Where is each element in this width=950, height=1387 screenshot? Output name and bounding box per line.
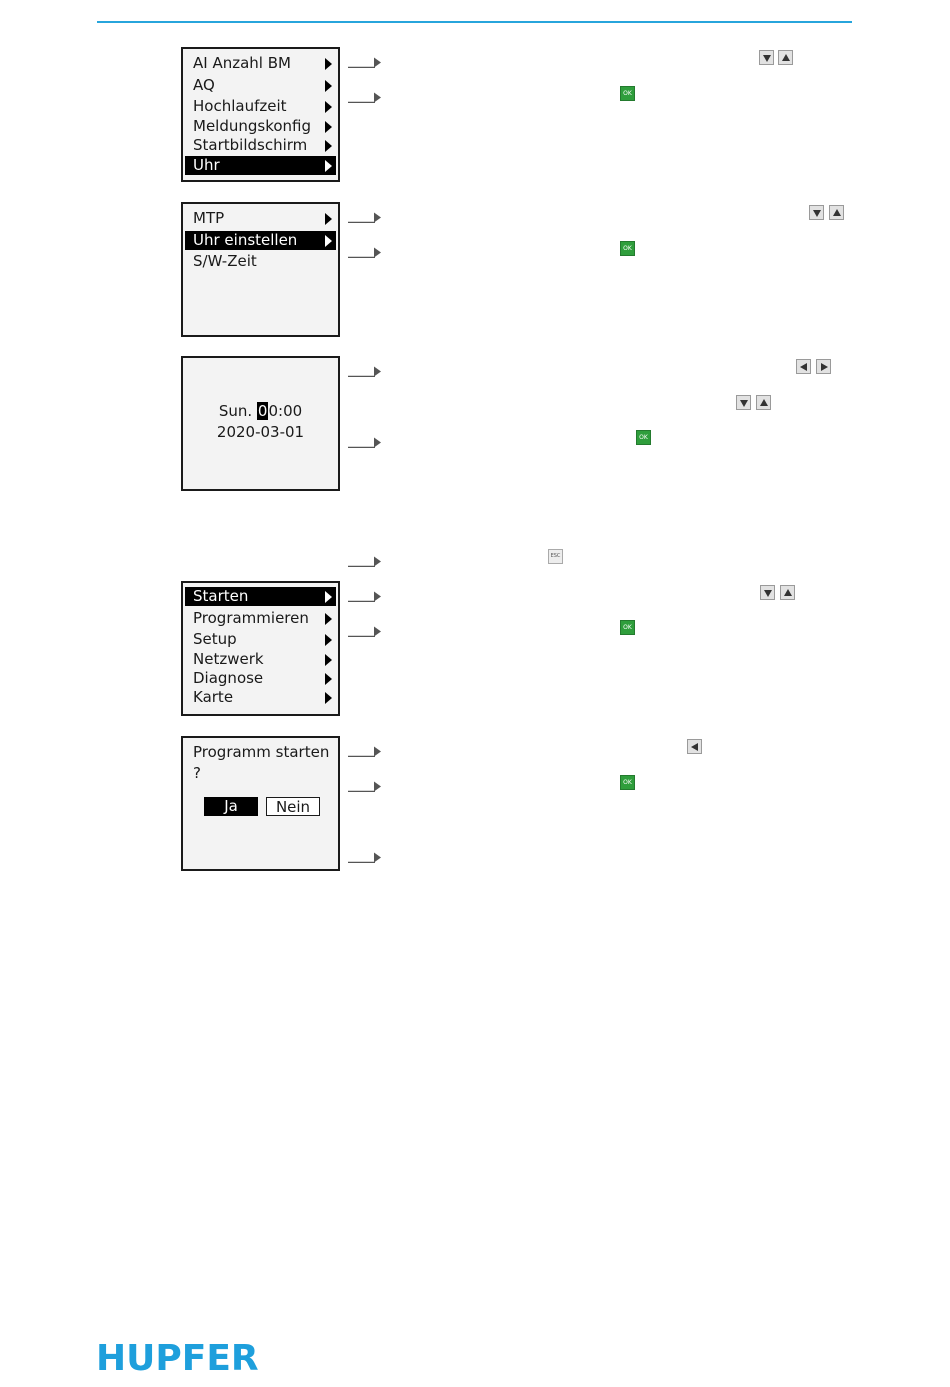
arrow-down-key-icon: [760, 585, 775, 600]
chevron-right-icon: [325, 591, 332, 603]
menu-item-label: Netzwerk: [193, 650, 264, 668]
menu-item-aq[interactable]: [185, 76, 336, 95]
menu-item-setup[interactable]: [185, 630, 336, 649]
menu-item-label: Starten: [193, 587, 249, 605]
chevron-right-icon: [325, 634, 332, 646]
menu-item-label: Diagnose: [193, 669, 264, 687]
menu-item-netzwerk[interactable]: [185, 650, 336, 669]
esc-key-icon: ESC: [548, 549, 563, 564]
arrow-up-key-icon: [756, 395, 771, 410]
ok-key-icon: OK: [620, 775, 635, 790]
arrow-down-key-icon: [759, 50, 774, 65]
chevron-right-icon: [325, 121, 332, 133]
clock-time-line: [183, 402, 338, 421]
hupfer-logo: HUPFER: [96, 1338, 259, 1379]
step-arrow-icon: [348, 555, 382, 567]
header-rule: [97, 21, 852, 23]
arrow-up-key-icon: [778, 50, 793, 65]
menu-item-uhr[interactable]: [185, 156, 336, 175]
arrow-left-key-icon: [687, 739, 702, 754]
menu-item-label: Uhr: [193, 156, 220, 174]
chevron-right-icon: [325, 692, 332, 704]
menu-item-label: Karte: [193, 688, 234, 706]
clock-date: 2020-03-01: [216, 423, 305, 441]
ok-key-icon: OK: [620, 241, 635, 256]
display-menu-settings: [181, 47, 340, 182]
step-arrow-icon: [348, 851, 382, 863]
menu-item-uhr-einstellen[interactable]: [185, 231, 336, 250]
menu-item-label: Programmieren: [193, 609, 309, 627]
step-arrow-icon: [348, 625, 382, 637]
yes-button[interactable]: Ja: [204, 797, 258, 816]
display-start-prompt: [181, 736, 340, 871]
menu-item-karte[interactable]: [185, 688, 336, 707]
display-menu-uhr: [181, 202, 340, 337]
menu-item-label: MTP: [193, 209, 225, 227]
menu-item-label: Uhr einstellen: [193, 231, 298, 249]
arrow-up-key-icon: [780, 585, 795, 600]
step-arrow-icon: [348, 211, 382, 223]
display-main-menu: [181, 581, 340, 716]
arrow-right-key-icon: [816, 359, 831, 374]
step-arrow-icon: [348, 246, 382, 258]
no-button[interactable]: Nein: [266, 797, 320, 816]
chevron-right-icon: [325, 654, 332, 666]
menu-item-diagnose[interactable]: [185, 669, 336, 688]
chevron-right-icon: [325, 613, 332, 625]
prompt-question-mark: ?: [193, 764, 201, 782]
arrow-down-key-icon: [736, 395, 751, 410]
menu-item-startbildschirm[interactable]: [185, 136, 336, 155]
chevron-right-icon: [325, 80, 332, 92]
chevron-right-icon: [325, 213, 332, 225]
arrow-down-key-icon: [809, 205, 824, 220]
menu-item-sw-zeit[interactable]: [185, 252, 336, 271]
step-arrow-icon: [348, 365, 382, 377]
menu-item-meldungskonfig[interactable]: [185, 117, 336, 136]
arrow-left-key-icon: [796, 359, 811, 374]
chevron-right-icon: [325, 673, 332, 685]
chevron-right-icon: [325, 160, 332, 172]
step-arrow-icon: [348, 745, 382, 757]
chevron-right-icon: [325, 235, 332, 247]
step-arrow-icon: [348, 56, 382, 68]
menu-item-label: AQ: [193, 76, 215, 94]
menu-item-label: Setup: [193, 630, 237, 648]
menu-item-ai-anzahl-bm[interactable]: [185, 54, 336, 73]
menu-item-programmieren[interactable]: [185, 609, 336, 628]
step-arrow-icon: [348, 590, 382, 602]
menu-item-label: Hochlaufzeit: [193, 97, 287, 115]
step-arrow-icon: [348, 436, 382, 448]
ok-key-icon: OK: [636, 430, 651, 445]
arrow-up-key-icon: [829, 205, 844, 220]
ok-key-icon: OK: [620, 86, 635, 101]
chevron-right-icon: [325, 58, 332, 70]
menu-item-starten[interactable]: [185, 587, 336, 606]
step-arrow-icon: [348, 91, 382, 103]
step-arrow-icon: [348, 780, 382, 792]
clock-time-rest: 0:00: [268, 402, 303, 420]
menu-item-label: AI Anzahl BM: [193, 54, 291, 72]
display-clock-edit: [181, 356, 340, 491]
chevron-right-icon: [325, 101, 332, 113]
menu-item-label: Meldungskonfig: [193, 117, 312, 135]
menu-item-hochlaufzeit[interactable]: [185, 97, 336, 116]
menu-item-label: S/W-Zeit: [193, 252, 257, 270]
menu-item-mtp[interactable]: [185, 209, 336, 228]
chevron-right-icon: [325, 140, 332, 152]
clock-day: Sun.: [218, 402, 257, 420]
prompt-question: Programm starten: [193, 743, 330, 761]
clock-cursor-digit[interactable]: 0: [257, 402, 268, 420]
ok-key-icon: OK: [620, 620, 635, 635]
menu-item-label: Startbildschirm: [193, 136, 308, 154]
